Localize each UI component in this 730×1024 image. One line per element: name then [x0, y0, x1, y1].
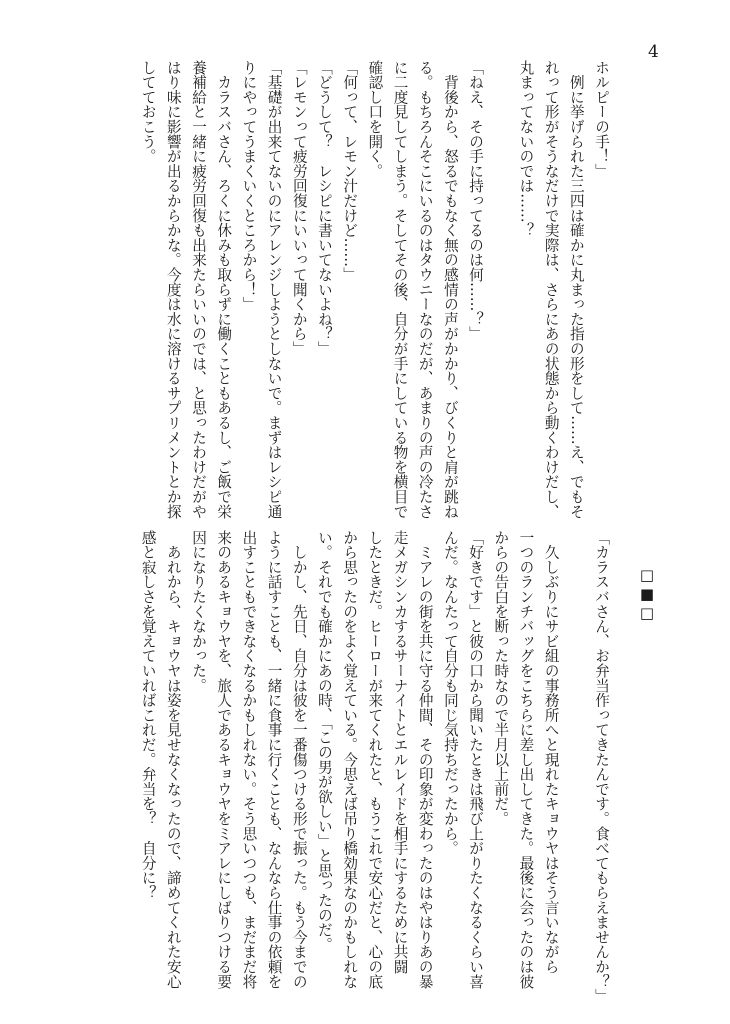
text-column: はり味に影響が出るからかな。今度は水に溶けるサプリメントとか探 — [164, 60, 182, 519]
text-column: してておこう。 — [139, 60, 157, 164]
text-column: 「好きです」と彼の口から聞いたときは飛び上がりたくなるくらい喜 — [467, 530, 485, 989]
text-column: 例に挙げられた三四は確かに丸まった指の形をして……え、でもそ — [567, 60, 585, 519]
text-column: 来のあるキョウヤを、旅人であるキョウヤをミアレにしばりつける要 — [215, 530, 233, 989]
blank-line — [488, 60, 513, 508]
scene-break-marker: □■□ — [638, 566, 656, 623]
text-column: る。もちろんそこにいるのはタウニーなのだが、あまりの声の冷たさ — [416, 60, 434, 519]
text-column: に二度見してしまう。そしてその後、自分が手にしている物を横目で — [391, 60, 409, 519]
page-number: 4 — [648, 42, 659, 62]
text-column: ように話すことも、一緒に食事に行くことも、なんなら仕事の依頼を — [265, 530, 283, 989]
text-column: 丸まってないのでは……？ — [517, 60, 535, 238]
text-column: れって形がそうなだけで実際は、さらにあの状態から動くわけだし、 — [542, 60, 560, 519]
text-column: い。それでも確かにあの時、「この男が欲しい」と思ったのだ。 — [315, 530, 333, 952]
text-column: 「ねえ、その手に持ってるのは何……？」 — [467, 60, 485, 342]
text-column: しかし、先日、自分は彼を一番傷つける形で振った。もう今までの — [290, 530, 308, 989]
text-column: 「カラスバさん、お弁当作ってきたんです。食べてもらえませんか？」 — [593, 530, 610, 1004]
text-column: んだ。なんたって自分も同じ気持ちだったから。 — [441, 530, 459, 856]
text-column: 因になりたくなかった。 — [190, 530, 207, 693]
text-column: 出すこともできなくなるかもしれない。そう思いつつも、まだまだ将 — [240, 530, 258, 989]
text-column: りにやってうまくいくところから！」 — [240, 60, 258, 312]
top-text-block — [139, 60, 614, 519]
text-column: ホルピーの手！」 — [593, 60, 610, 179]
text-column: 確認し口を開く。 — [366, 60, 384, 179]
text-column: 一つのランチバッグをこちらに差し出してきた。最後に会ったのは彼 — [517, 530, 535, 989]
text-column: 背後から、怒るでもなく無の感情の声がかかり、びくりと肩が跳ね — [441, 60, 459, 519]
text-column: カラスバさん、ろくに休みも取らずに働くこともあるし、ご飯で栄 — [215, 60, 233, 519]
bottom-text-block — [128, 530, 614, 1004]
text-column: 「何って、レモン汁だけど……」 — [341, 60, 359, 282]
blank-line — [564, 530, 589, 942]
text-column: 感と寂しさを覚えていればこれだ。弁当を？ 自分に？ — [139, 530, 157, 900]
text-column: 走メガシンカするサーナイトとエルレイドを相手にするために共闘 — [391, 530, 409, 974]
text-column: から思ったのをよく覚えている。今思えば吊り橋効果なのかもしれな — [341, 530, 359, 989]
text-column: あれから、キョウヤは姿を見せなくなったので、諦めてくれた安心 — [164, 530, 182, 989]
text-column: 「レモンって疲労回復にいいって聞くから」 — [290, 60, 308, 356]
text-column: したときだ。ヒーローが来てくれたと、もうこれで安心だと、心の底 — [366, 530, 384, 989]
text-column: からの告白を断った時なので半月以上前だ。 — [492, 530, 510, 826]
text-column: 「どうして？ レシピに書いてないよね？」 — [315, 60, 333, 356]
text-column: 養補給と一緒に疲労回復も出来たらいいのでは、と思ったわけだがや — [190, 60, 207, 519]
text-column: 「基礎が出来てないのにアレンジしようとしないで。まずはレシピ通 — [265, 60, 283, 519]
text-column: 久しぶりにサビ組の事務所へと現れたキョウヤはそう言いながら — [542, 530, 560, 974]
text-column: ミアレの街を共に守る仲間、その印象が変わったのはやはりあの暴 — [416, 530, 434, 989]
